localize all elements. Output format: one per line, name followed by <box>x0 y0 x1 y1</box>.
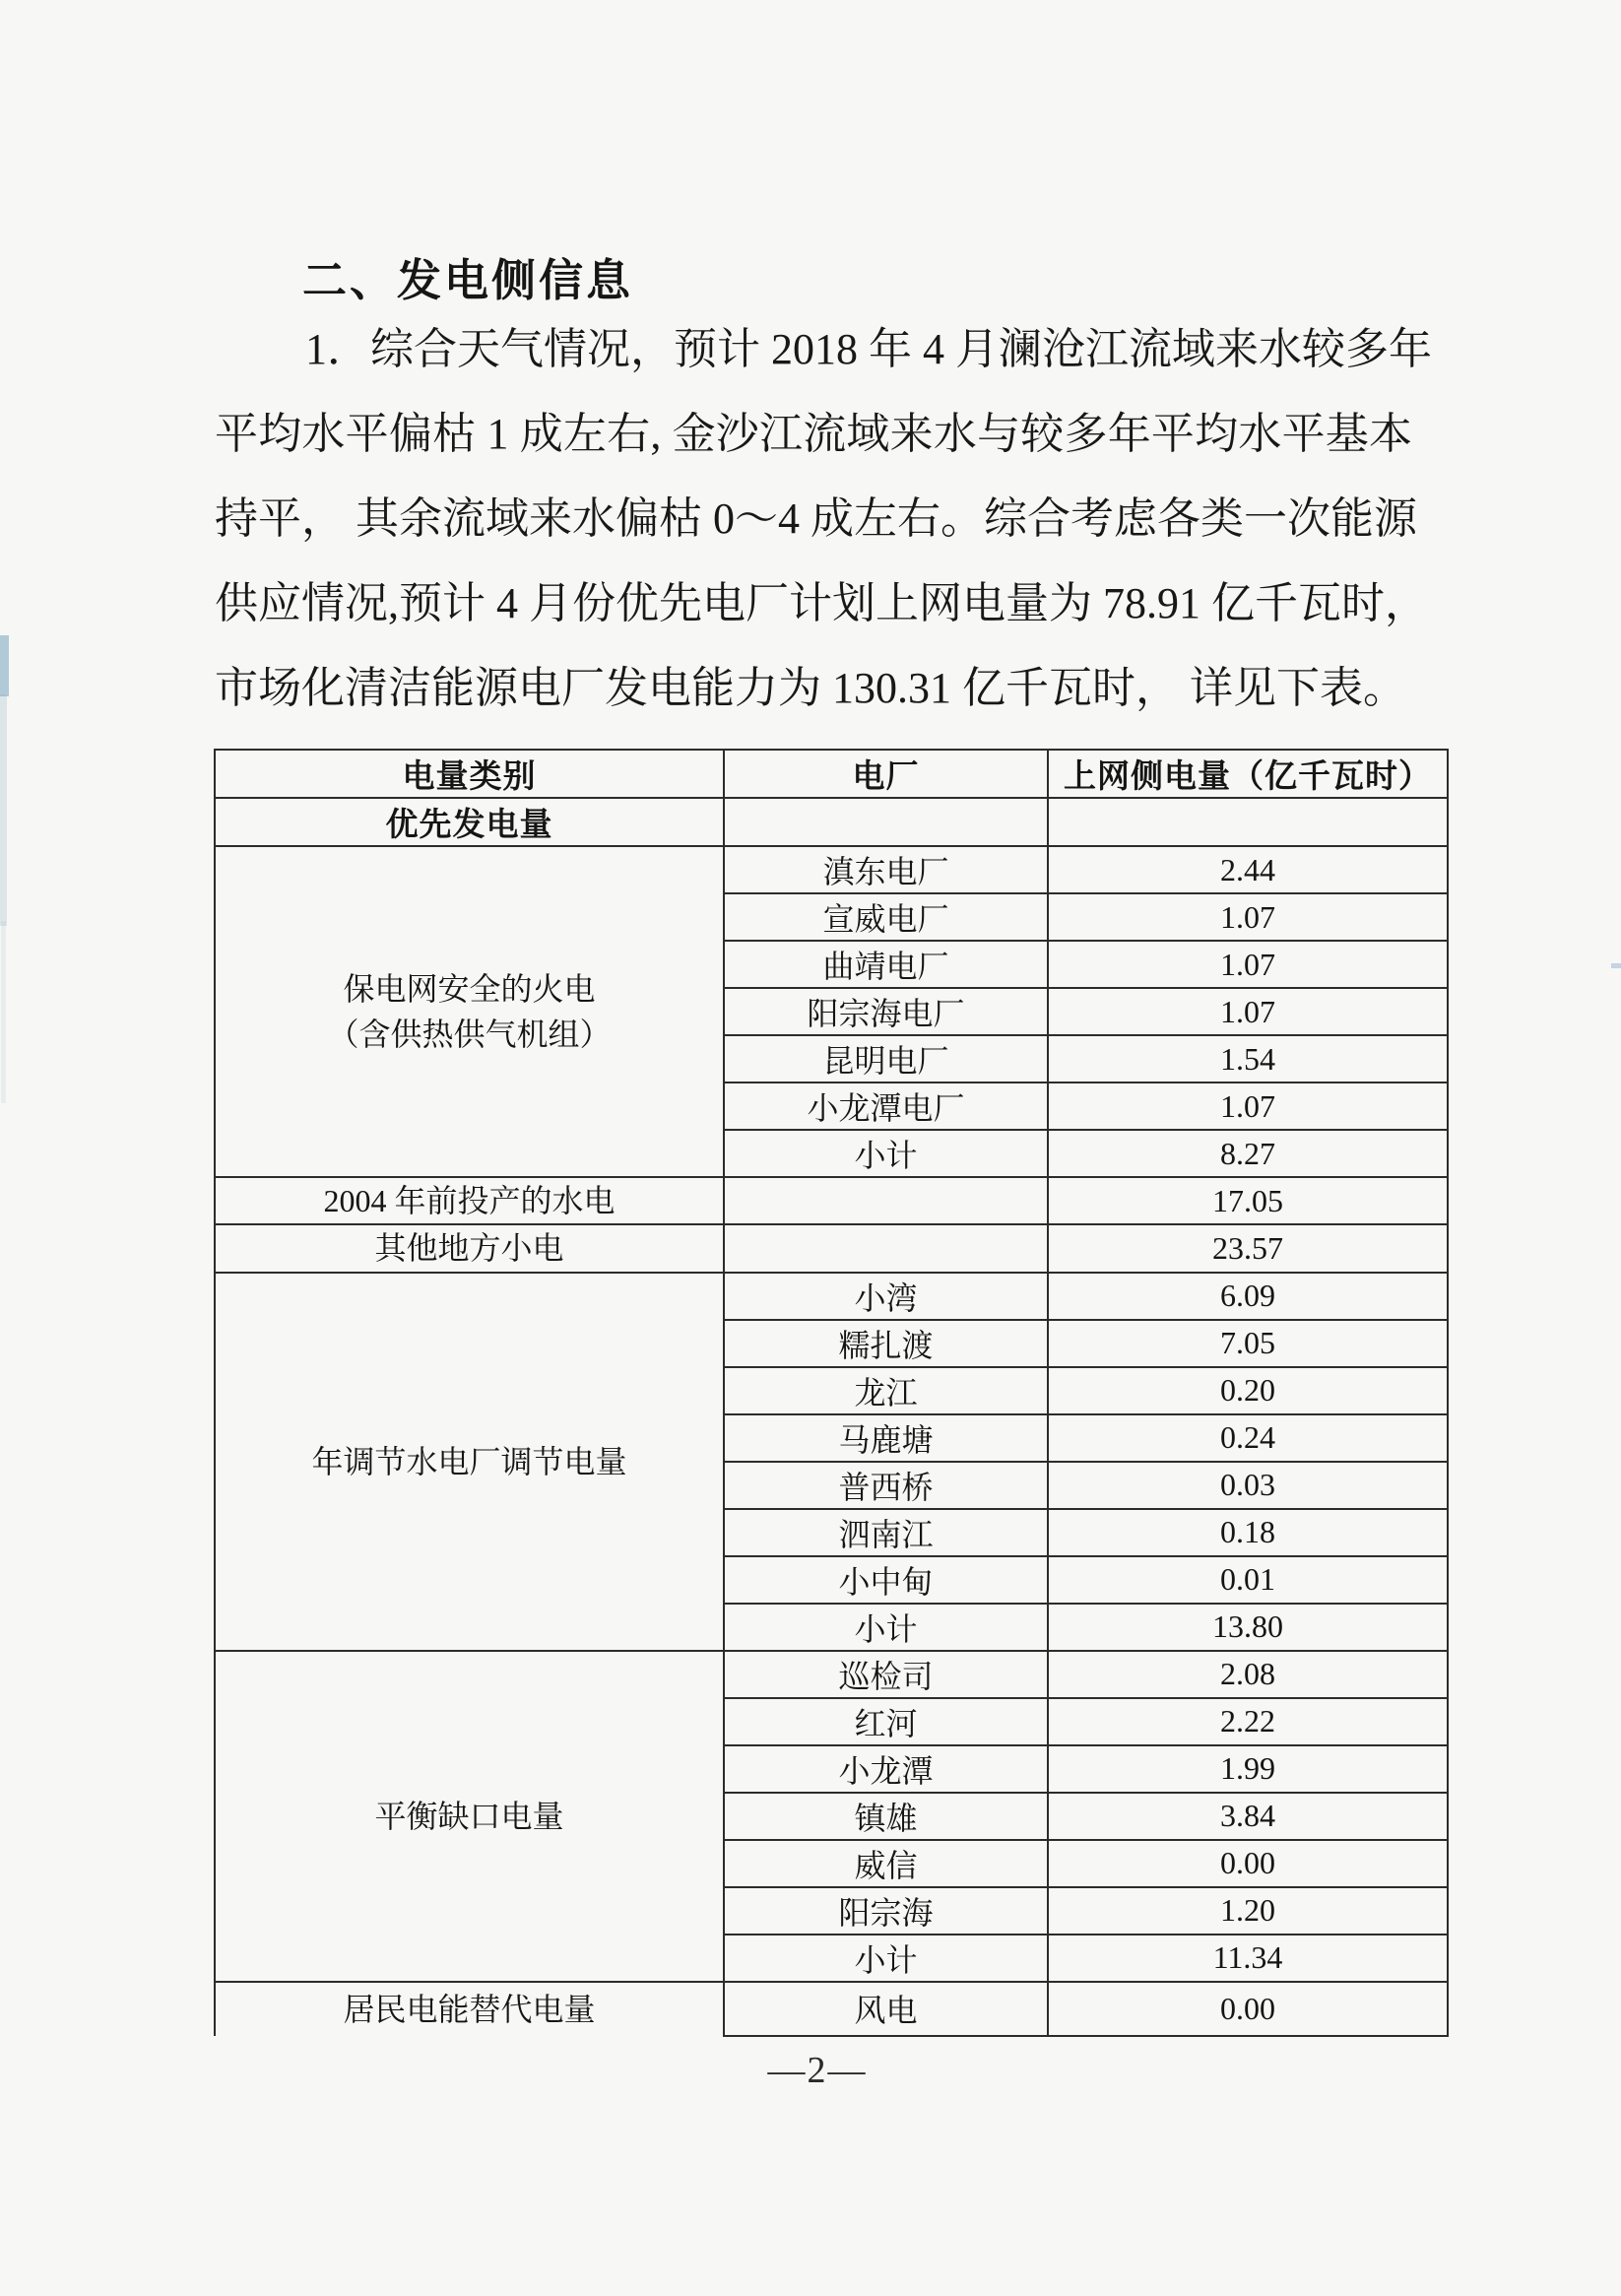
category-cell: 居民电能替代电量 <box>215 1982 724 2036</box>
plant-cell: 泗南江 <box>724 1509 1048 1556</box>
value-cell: 1.07 <box>1048 1082 1448 1130</box>
empty-cell <box>1048 798 1448 846</box>
paragraph-line: 市场化清洁能源电厂发电能力为 130.31 亿千瓦时， 详见下表。 <box>215 664 1406 712</box>
plant-cell: 宣威电厂 <box>724 893 1048 941</box>
value-cell: 11.34 <box>1048 1935 1448 1982</box>
value-cell: 7.05 <box>1048 1320 1448 1367</box>
empty-cell <box>724 798 1048 846</box>
table-header-row <box>215 750 1448 798</box>
value-cell: 0.24 <box>1048 1414 1448 1462</box>
plant-cell: 风电 <box>724 1982 1048 2036</box>
plant-cell: 阳宗海电厂 <box>724 988 1048 1035</box>
table-row <box>215 1177 1448 1224</box>
value-cell: 1.20 <box>1048 1887 1448 1935</box>
plant-cell: 小计 <box>724 1130 1048 1177</box>
header-plant: 电厂 <box>724 750 1048 798</box>
table-row <box>215 1982 1448 2036</box>
value-cell: 23.57 <box>1048 1224 1448 1272</box>
scanner-artifact-left <box>1 921 6 1103</box>
paragraph-line: 1．综合天气情况，预计 2018 年 4 月澜沧江流域来水较多年 <box>305 325 1432 373</box>
value-cell: 3.84 <box>1048 1793 1448 1840</box>
section-heading: 二、发电侧信息 <box>302 255 634 305</box>
table-row <box>215 1224 1448 1272</box>
value-cell: 2.08 <box>1048 1651 1448 1698</box>
generation-plan-table <box>214 749 1449 2037</box>
plant-cell: 滇东电厂 <box>724 846 1048 893</box>
plant-cell: 威信 <box>724 1840 1048 1887</box>
value-cell: 1.54 <box>1048 1035 1448 1082</box>
value-cell: 0.00 <box>1048 1982 1448 2036</box>
category-line: 保电网安全的火电 <box>343 970 596 1007</box>
section-row <box>215 798 1448 846</box>
value-cell: 2.44 <box>1048 846 1448 893</box>
table-row <box>215 1651 1448 1698</box>
value-cell: 2.22 <box>1048 1698 1448 1745</box>
intro-paragraph <box>215 307 1432 731</box>
plant-cell: 小龙潭 <box>724 1745 1048 1793</box>
plant-cell: 阳宗海 <box>724 1887 1048 1935</box>
value-cell: 1.07 <box>1048 941 1448 988</box>
header-category: 电量类别 <box>215 750 724 798</box>
plant-cell: 小中甸 <box>724 1556 1048 1604</box>
plant-cell: 镇雄 <box>724 1793 1048 1840</box>
value-cell: 0.00 <box>1048 1840 1448 1887</box>
plant-cell: 小计 <box>724 1604 1048 1651</box>
paragraph-line: 平均水平偏枯 1 成左右, 金沙江流域来水与较多年平均水平基本 <box>215 410 1412 458</box>
plant-cell <box>724 1177 1048 1224</box>
plant-cell <box>724 1224 1048 1272</box>
value-cell: 0.03 <box>1048 1462 1448 1509</box>
category-line: （含供热供气机组） <box>327 1017 612 1052</box>
plant-cell: 小湾 <box>724 1273 1048 1320</box>
section-label: 优先发电量 <box>215 798 724 846</box>
value-cell: 1.07 <box>1048 988 1448 1035</box>
header-energy: 上网侧电量（亿千瓦时） <box>1048 750 1448 798</box>
category-cell: 2004 年前投产的水电 <box>215 1177 724 1224</box>
plant-cell: 巡检司 <box>724 1651 1048 1698</box>
scanner-artifact-left <box>0 694 7 926</box>
scanner-artifact-left <box>0 635 9 696</box>
value-cell: 13.80 <box>1048 1604 1448 1651</box>
plant-cell: 曲靖电厂 <box>724 941 1048 988</box>
table-row <box>215 846 1448 893</box>
plant-cell: 龙江 <box>724 1367 1048 1414</box>
plant-cell: 普西桥 <box>724 1462 1048 1509</box>
value-cell: 17.05 <box>1048 1177 1448 1224</box>
plant-cell: 小龙潭电厂 <box>724 1082 1048 1130</box>
plant-cell: 昆明电厂 <box>724 1035 1048 1082</box>
value-cell: 0.20 <box>1048 1367 1448 1414</box>
scanner-artifact-right <box>1611 963 1621 968</box>
value-cell: 1.07 <box>1048 893 1448 941</box>
value-cell: 6.09 <box>1048 1273 1448 1320</box>
plant-cell: 糯扎渡 <box>724 1320 1048 1367</box>
page-number: —2— <box>767 2050 868 2091</box>
category-cell: 平衡缺口电量 <box>215 1651 724 1982</box>
paragraph-line: 持平， 其余流域来水偏枯 0～4 成左右。综合考虑各类一次能源 <box>215 494 1417 543</box>
paragraph-line: 供应情况,预计 4 月份优先电厂计划上网电量为 78.91 亿千瓦时， <box>215 579 1428 627</box>
value-cell: 1.99 <box>1048 1745 1448 1793</box>
plant-cell: 红河 <box>724 1698 1048 1745</box>
value-cell: 0.01 <box>1048 1556 1448 1604</box>
category-cell: 年调节水电厂调节电量 <box>215 1273 724 1651</box>
value-cell: 8.27 <box>1048 1130 1448 1177</box>
category-cell: 其他地方小电 <box>215 1224 724 1272</box>
plant-cell: 马鹿塘 <box>724 1414 1048 1462</box>
plant-cell: 小计 <box>724 1935 1048 1982</box>
value-cell: 0.18 <box>1048 1509 1448 1556</box>
table-row <box>215 1273 1448 1320</box>
category-cell <box>215 846 724 1177</box>
